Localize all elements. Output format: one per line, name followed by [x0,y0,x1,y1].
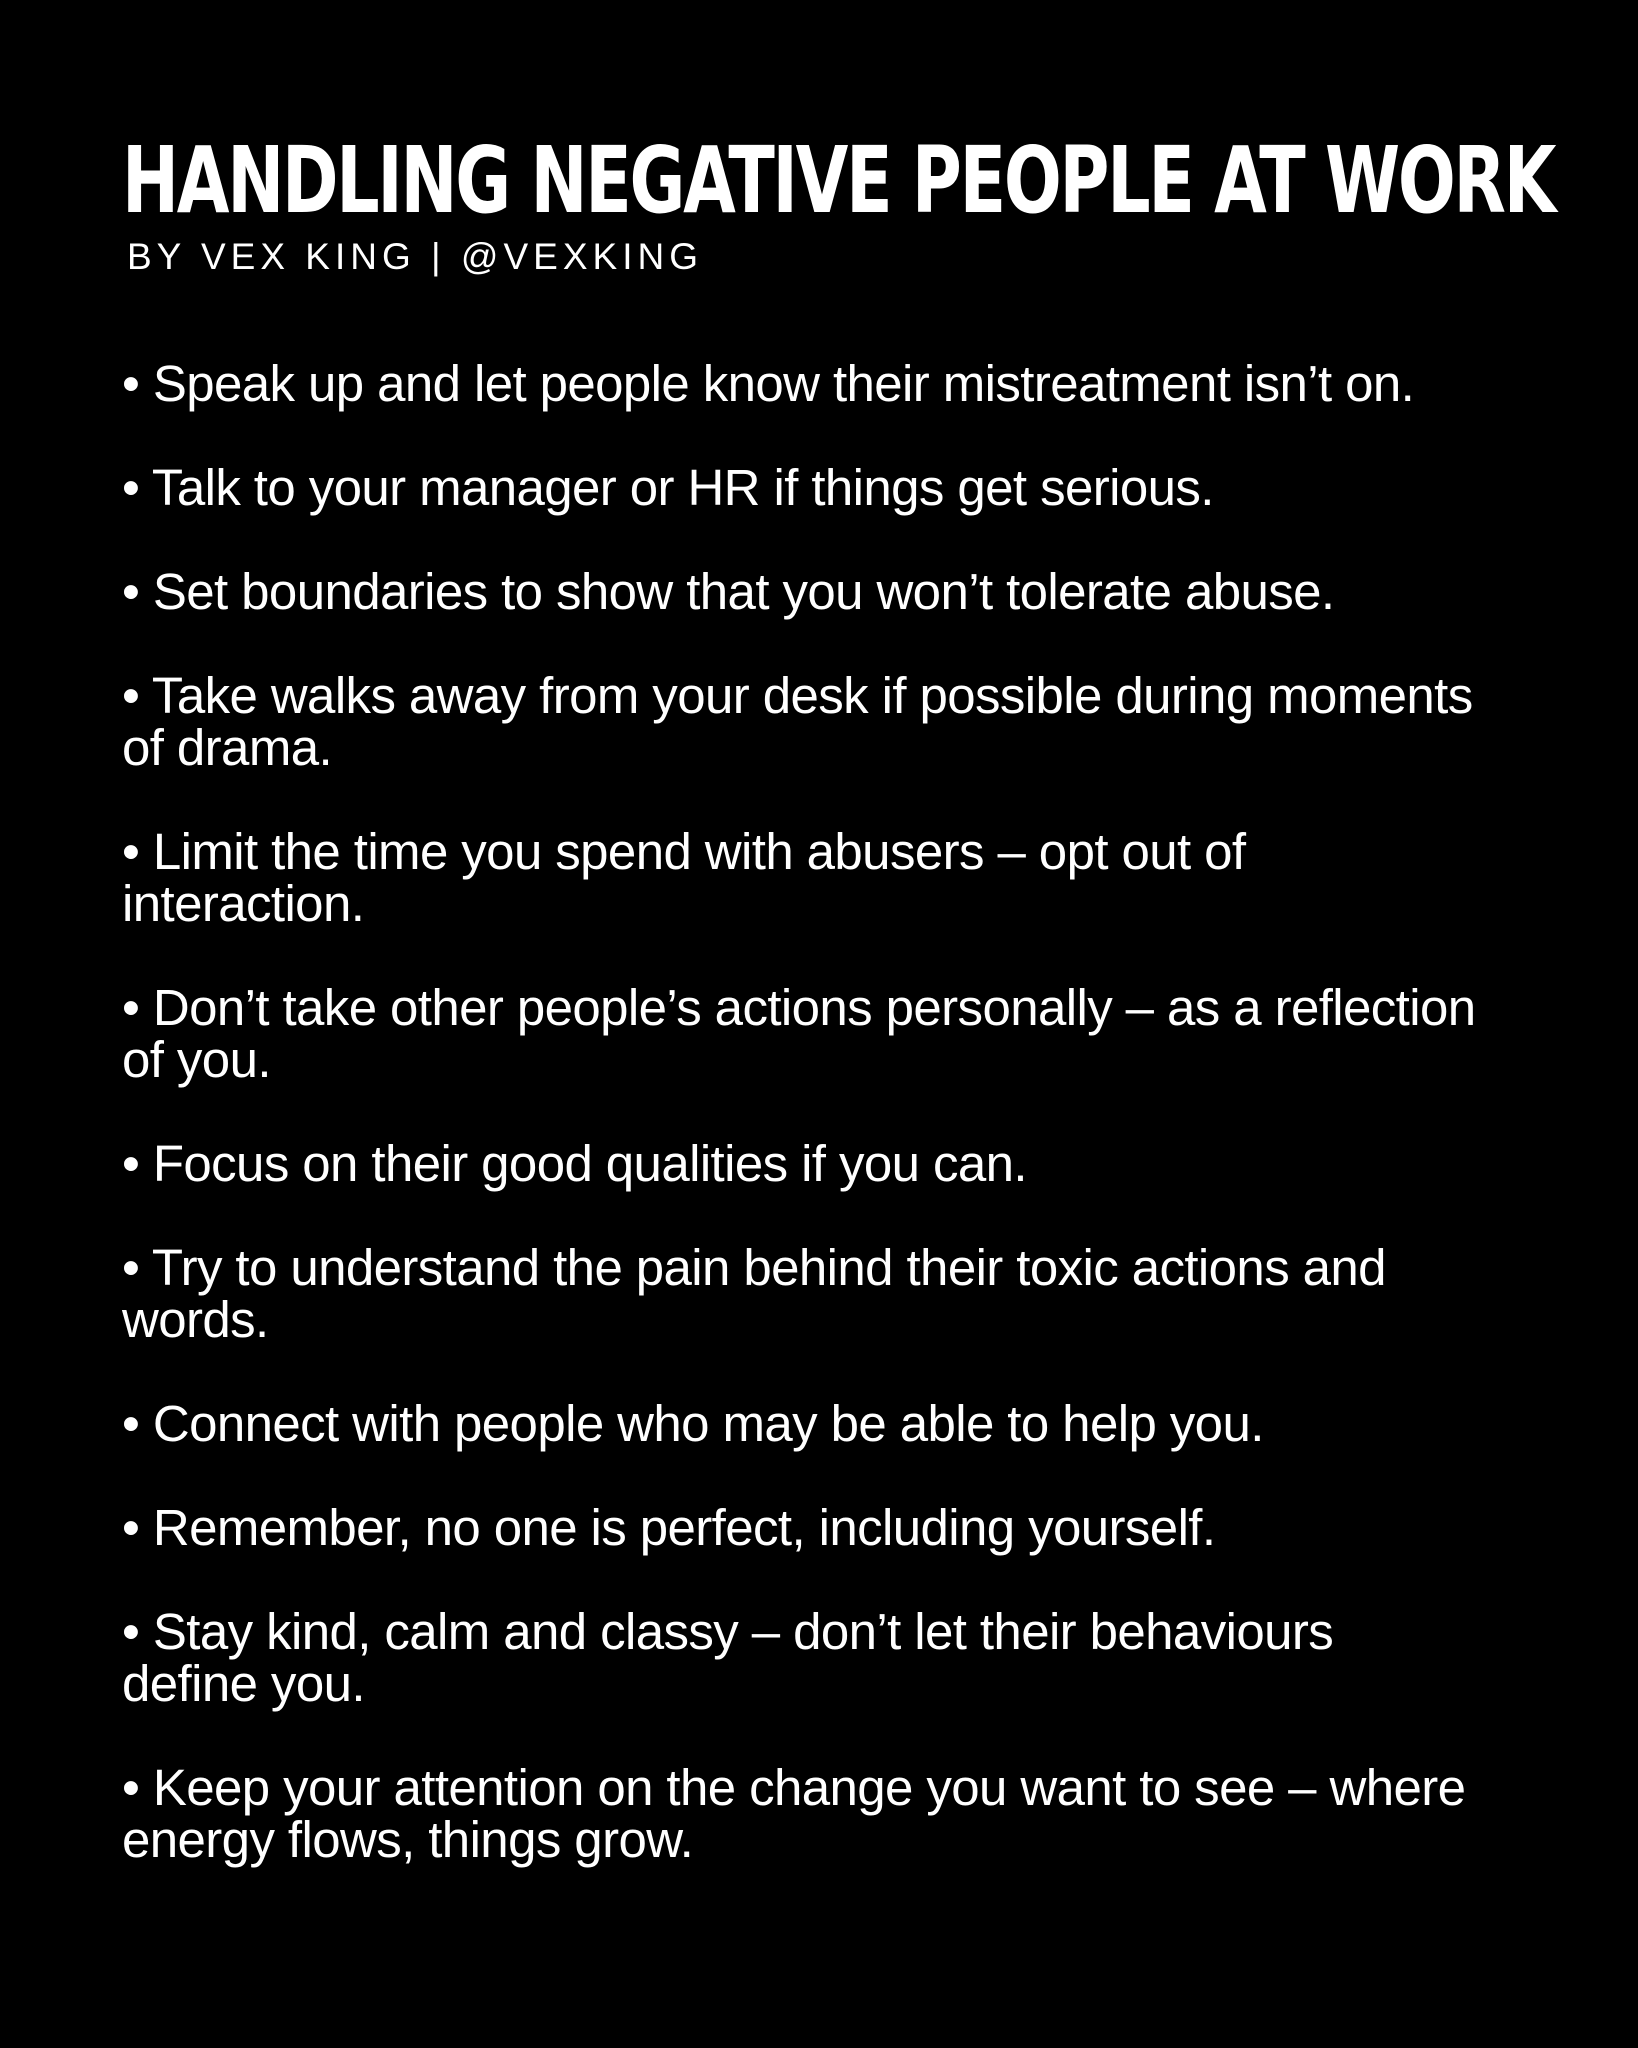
bullet-icon: • [122,563,140,620]
tip-item [122,1603,1482,1712]
tip-item [122,1759,1482,1868]
bullet-icon: • [122,1759,140,1816]
bullet-icon: • [122,979,140,1036]
tip-text: Try to understand the pain behind their toxic actions and words. [122,1239,1386,1348]
bullet-icon: • [122,1135,140,1192]
tip-item [122,667,1482,776]
tip-text: Focus on their good qualities if you can. [152,1135,1027,1192]
tip-text: Speak up and let people know their mistreatment isn’t on. [152,355,1415,412]
tip-item [122,1499,1482,1556]
page-title: HANDLING NEGATIVE PEOPLE AT WORK [122,127,1555,234]
bullet-icon: • [122,823,140,880]
tip-item [122,1395,1482,1452]
tip-text: Don’t take other people’s actions personally – as a reflection of you. [122,979,1476,1088]
tip-text: Remember, no one is perfect, including yourself. [152,1499,1216,1556]
tip-text: Set boundaries to show that you won’t tolerate abuse. [152,563,1335,620]
tip-text: Limit the time you spend with abusers – opt out of interaction. [122,823,1246,932]
tips-list [122,355,1482,1918]
bullet-icon: • [122,459,140,516]
tip-text: Take walks away from your desk if possible during moments of drama. [122,667,1473,776]
tip-item [122,355,1482,412]
tip-item [122,459,1482,516]
tip-text: Keep your attention on the change you want to see – where energy flows, things grow. [122,1759,1466,1868]
author-byline: BY VEX KING | @VEXKING [127,236,703,277]
bullet-icon: • [122,1603,140,1660]
tip-text: Talk to your manager or HR if things get serious. [151,459,1214,516]
bullet-icon: • [122,1239,140,1296]
bullet-icon: • [122,1395,140,1452]
tip-item [122,1239,1482,1348]
tip-item [122,979,1482,1088]
tip-item [122,1135,1482,1192]
tip-item [122,563,1482,620]
bullet-icon: • [122,667,140,724]
tip-text: Connect with people who may be able to help you. [152,1395,1264,1452]
bullet-icon: • [122,1499,140,1556]
bullet-icon: • [122,355,140,412]
tip-item [122,823,1482,932]
tip-text: Stay kind, calm and classy – don’t let their behaviours define you. [122,1603,1334,1712]
